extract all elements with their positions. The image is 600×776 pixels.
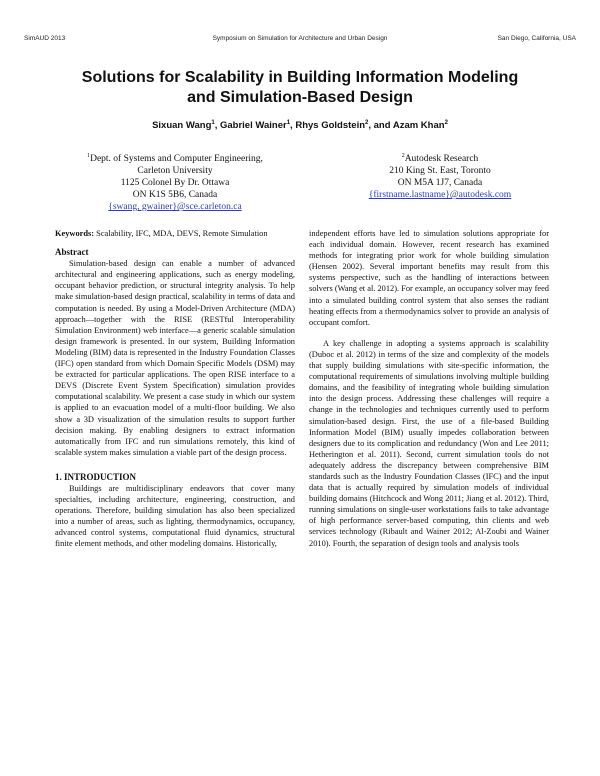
- affil-line: ON M5A 1J7, Canada: [397, 178, 483, 189]
- email-link[interactable]: {firstname.lastname}@autodesk.com: [368, 190, 512, 201]
- author-separator: ,: [290, 120, 296, 132]
- left-column: [55, 228, 295, 550]
- affil-mark: 1: [87, 153, 91, 159]
- author-name: Rhys Goldstein: [295, 120, 366, 132]
- title-line-2: and Simulation-Based Design: [187, 89, 413, 106]
- abstract-heading: Abstract: [55, 247, 89, 258]
- affil-line: ON K1S 5B6, Canada: [132, 190, 218, 201]
- header-conference-short: SimAUD 2013: [24, 35, 66, 42]
- author-list: [40, 120, 560, 131]
- affiliation-autodesk: [330, 150, 550, 201]
- keywords-text: Scalability, IFC, MDA, DEVS, Remote Simulation: [96, 229, 268, 238]
- keywords-label: Keywords:: [55, 229, 95, 238]
- introduction-heading: 1. INTRODUCTION: [55, 471, 137, 482]
- affil-line: Carleton University: [137, 166, 213, 177]
- abstract-body: Simulation-based design can enable a number of advanced architectural and engineering applications, such as energy modeling, occupant behavior prediction, or structural integrity analysis. To help make simulation-based design practical, scalability in terms of data and computation is needed. By using a Model-Driven Architecture (MDA) approach—together with the RISE (RESTful Interoperability Simulation Environment) web interface—a generic scalable simulation design framework is presented. In our system, Building Information Modeling (BIM) data is represented in the Industry Foundation Classes (IFC) open standard from which Domain Specific Models (DSM) may be extracted for particular applications. The open RISE interface to a DEVS (Discrete Event System Specification) simulation provides computational scalability. We present a case study in which our system is applied to an evacuation model of a multi-floor building. We also show a 3D visualization of the simulation results to support further decision making. By enabling designers to extract information automatically from IFC and run simulations remotely, this kind of scalable system makes simulation a viable part of the design process.: [55, 259, 295, 457]
- affil-line: Autodesk Research: [404, 154, 479, 165]
- author-name: Sixuan Wang: [152, 120, 212, 132]
- affil-line: 1125 Colonel By Dr. Ottawa: [120, 178, 230, 189]
- email-link[interactable]: {swang, gwainer}@sce.carleton.ca: [108, 202, 242, 213]
- right-column: [309, 228, 549, 549]
- author-separator: ,: [214, 120, 220, 132]
- author-affil-mark: 1: [286, 120, 291, 126]
- affil-mark: 2: [401, 153, 405, 159]
- running-header: [24, 35, 576, 47]
- paragraph-continued: independent efforts have led to simulation solutions appropriate for each individual domain. However, recent research has examined methods for integrating prior work for whole building simulation (Hensen 2002). Several important benefits may result from this systems perspective, such as the handling of interactions between solvers (Wang et al. 2012). For example, an occupancy solver may feed into a simulated building control system that also senses the radiant heating effects from a thermodynamics solver to provide an analysis of occupant comfort.: [309, 229, 549, 327]
- author-name: Azam Khan: [392, 120, 445, 132]
- introduction-body: Buildings are multidisciplinary endeavors that cover many specialties, including architecture, engineering, construction, and operations. Therefore, building simulation has also been specialized into a number of areas, such as lighting, thermodynamics, occupancy, advanced control systems, computational fluid dynamics, structural finite element methods, and other modeling domains. Historically,: [55, 483, 295, 549]
- keywords: [55, 228, 295, 239]
- author-affil-mark: 1: [211, 120, 215, 126]
- header-conference-full: Symposium on Simulation for Architecture and Urban Design: [212, 35, 388, 42]
- title-line-1: Solutions for Scalability in Building Information Modeling: [81, 69, 519, 86]
- paragraph-scalability: A key challenge in adopting a systems approach is scalability (Duboc et al. 2012) in terms of the size and complexity of the models that supply building simulations with site-specific information, the computational requirements of simulations involving multiple building domains, and the feasibility of integrating whole building simulation into the design process. Addressing these challenges will require a change in the technologies and techniques currently used to perform simulation-based design. First, the use of a file-based Building Information Model (BIM) usually impedes collaboration between designers due to its complication and redundancy (Won and Lee 2011; Hetherington et al. 2011). Second, current simulation tools do not adequately address the discrepancy between comprehensive BIM standards such as the Industry Foundation Classes (IFC) and the input data that is actually required by simulation models of individual building domains (Hitchcock and Wong 2011; Jiang et al. 2012). Third, running simulations on single-user workstations fails to take advantage of high performance server-based computing, thin clients and web services technology (Ribault and Wainer 2012; Al-Zoubi and Wainer 2010). Fourth, the separation of design tools and analysis tools: [309, 338, 549, 548]
- author-affil-mark: 2: [444, 120, 448, 126]
- affil-line: Dept. of Systems and Computer Engineering,: [90, 154, 263, 165]
- paper-title: [40, 68, 560, 108]
- author-separator: , and: [368, 120, 393, 132]
- header-location: San Diego, California, USA: [497, 35, 576, 42]
- affiliation-carleton: [60, 150, 290, 213]
- author-affil-mark: 2: [365, 120, 369, 126]
- author-name: Gabriel Wainer: [220, 120, 287, 132]
- affil-line: 210 King St. East, Toronto: [389, 166, 491, 177]
